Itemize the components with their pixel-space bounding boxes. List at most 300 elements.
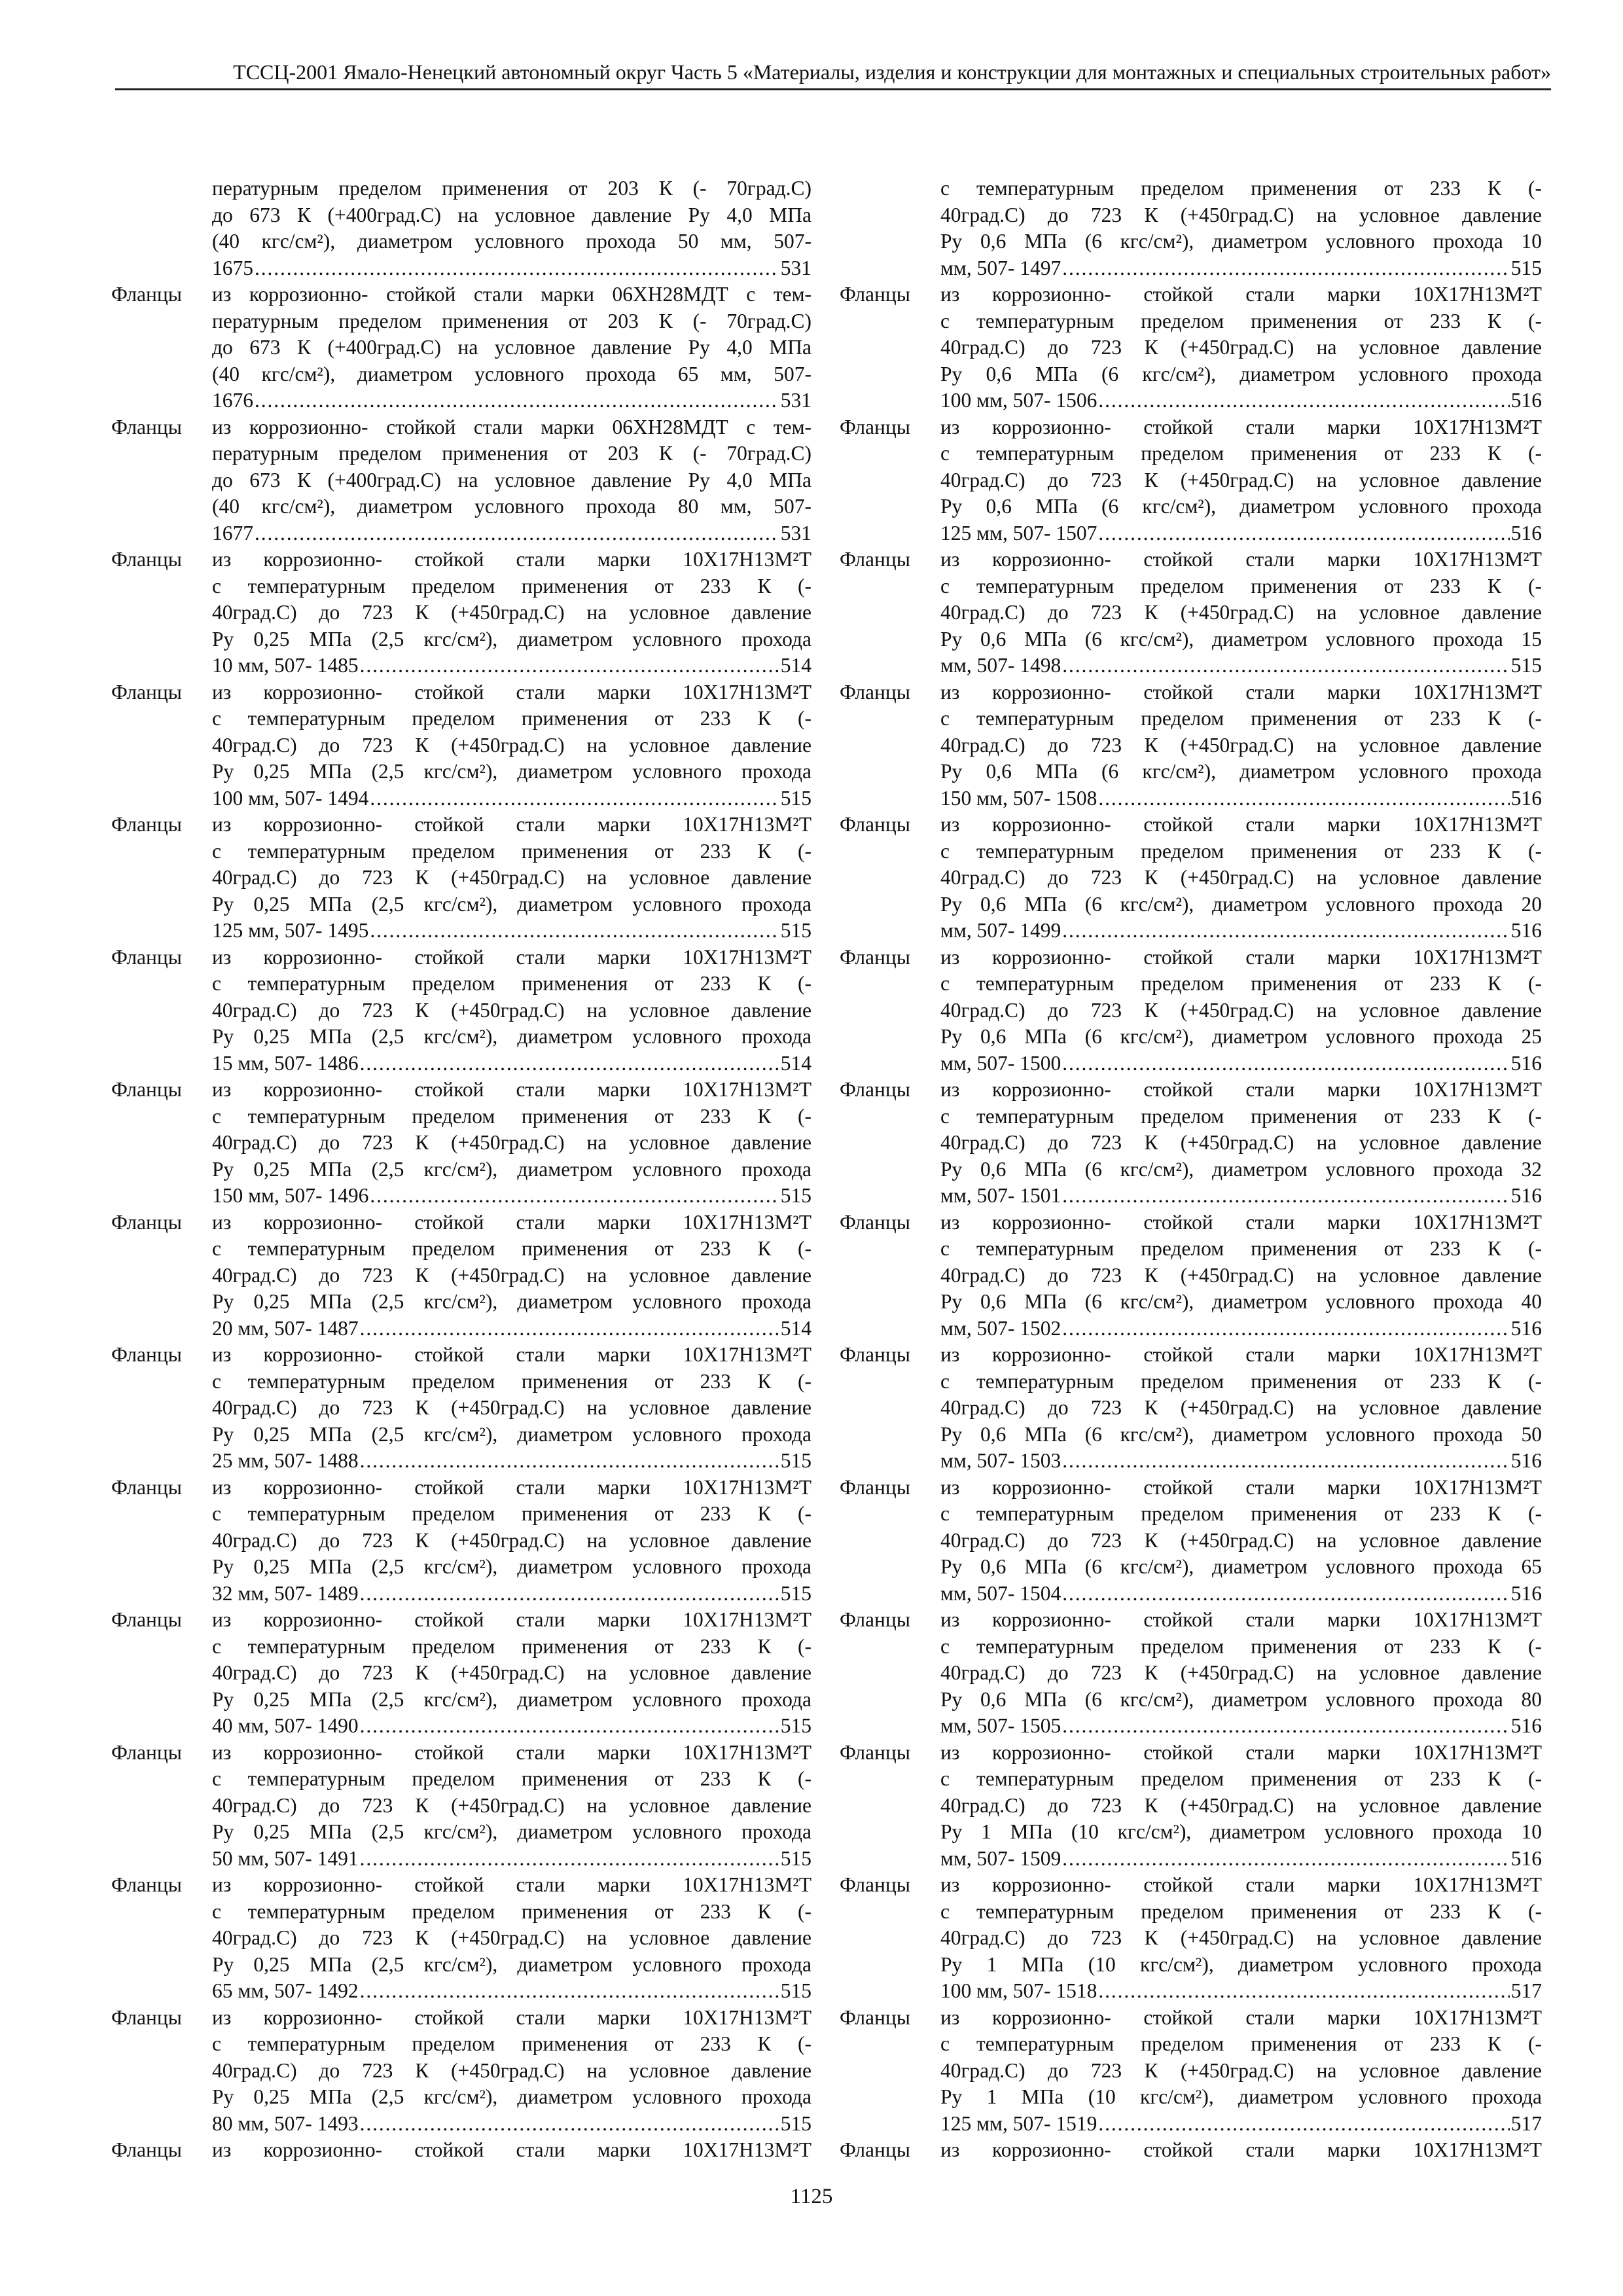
- entry-text: [212, 175, 812, 281]
- entry-line: из коррозионно- стойкой стали марки 10Х17Н13М²Т: [212, 1608, 812, 1631]
- entry-text: [212, 1077, 812, 1210]
- index-entry: [840, 281, 1542, 414]
- entry-text: [212, 1210, 812, 1342]
- entry-reference: мм, 507- 1505: [940, 1714, 1061, 1737]
- entry-line: 40град.С) до 723 К (+450град.С) на условное давление: [940, 601, 1542, 624]
- entry-lead-word: Фланцы: [840, 415, 910, 439]
- entry-text: [212, 1607, 812, 1740]
- entry-last-line: [940, 1448, 1542, 1475]
- entry-line: с температурным пределом применения от 233 К (-: [940, 1104, 1542, 1128]
- entry-line: 40град.С) до 723 К (+450град.С) на условное давление: [940, 468, 1542, 492]
- entry-line: из коррозионно- стойкой стали марки 10Х17Н13М²Т: [940, 1608, 1542, 1631]
- dot-leader: [360, 1713, 779, 1740]
- entry-text: [940, 547, 1542, 679]
- entry-page-number: 516: [1510, 1846, 1542, 1870]
- entry-line: из коррозионно- стойкой стали марки 10Х17Н13М²Т: [212, 813, 812, 836]
- dot-leader: [360, 1846, 779, 1873]
- entry-line: 40град.С) до 723 К (+450град.С) на условное давление: [940, 1661, 1542, 1684]
- index-entry: [111, 1607, 812, 1740]
- entry-line: 40град.С) до 723 К (+450град.С) на условное давление: [212, 1263, 812, 1287]
- entry-lead-word: Фланцы: [840, 1210, 910, 1234]
- dot-leader: [370, 1183, 779, 1210]
- entry-page-number: 515: [1510, 256, 1542, 279]
- entry-reference: 15 мм, 507- 1486: [212, 1051, 359, 1075]
- entry-line: из коррозионно- стойкой стали марки 10Х17Н13М²Т: [212, 1078, 812, 1101]
- entry-line: с температурным пределом применения от 233 К (-: [212, 707, 812, 730]
- entry-reference: 32 мм, 507- 1489: [212, 1581, 359, 1605]
- entry-line: из коррозионно- стойкой стали марки 10Х17Н13М²Т: [940, 415, 1542, 439]
- entry-line: Ру 0,6 МПа (6 кгс/см²), диаметром условного прохода 65: [940, 1555, 1542, 1578]
- entry-line: 40град.С) до 723 К (+450град.С) на условное давление: [212, 2058, 812, 2082]
- entry-reference: 20 мм, 507- 1487: [212, 1316, 359, 1340]
- entry-page-number: 516: [1510, 1184, 1542, 1207]
- dot-leader: [1062, 1713, 1510, 1740]
- entry-line: Ру 1 МПа (10 кгс/см²), диаметром условного прохода: [940, 1952, 1542, 1976]
- dot-leader: [1062, 653, 1510, 679]
- index-entry: [111, 1475, 812, 1607]
- entry-line: 40град.С) до 723 К (+450град.С) на условное давление: [212, 733, 812, 757]
- entry-reference: 150 мм, 507- 1496: [212, 1184, 369, 1207]
- entry-reference: 100 мм, 507- 1506: [940, 389, 1097, 412]
- dot-leader: [1098, 387, 1509, 414]
- dot-leader: [370, 918, 779, 944]
- entry-line: 40град.С) до 723 К (+450град.С) на условное давление: [940, 998, 1542, 1022]
- entry-text: [212, 812, 812, 944]
- entry-last-line: [212, 255, 812, 282]
- entry-reference: мм, 507- 1498: [940, 654, 1061, 677]
- entry-line: 40град.С) до 723 К (+450град.С) на условное давление: [212, 866, 812, 889]
- entry-line: Ру 1 МПа (10 кгс/см²), диаметром условного прохода 10: [940, 1820, 1542, 1843]
- entry-line: из коррозионно- стойкой стали марки 10Х17Н13М²Т: [212, 548, 812, 571]
- dot-leader: [1098, 1978, 1509, 2005]
- index-entry: [111, 1077, 812, 1210]
- entry-line: Ру 0,6 МПа (6 кгс/см²), диаметром условного прохода 10: [940, 230, 1542, 253]
- entry-line: с температурным пределом применения от 233 К (-: [212, 1104, 812, 1128]
- entry-text: [940, 944, 1542, 1077]
- index-entry: [840, 1607, 1542, 1740]
- entry-line: с температурным пределом применения от 233 К (-: [940, 707, 1542, 730]
- entry-last-line: [940, 1050, 1542, 1077]
- entry-line: (40 кгс/см²), диаметром условного прохода 50 мм, 507-: [212, 230, 812, 253]
- entry-page-number: 531: [780, 389, 812, 412]
- index-entry: [111, 414, 812, 547]
- entry-lead-word: Фланцы: [840, 680, 910, 704]
- entry-reference: 10 мм, 507- 1485: [212, 654, 359, 677]
- dot-leader: [1098, 785, 1509, 812]
- entry-last-line: [940, 653, 1542, 679]
- entry-last-line: [212, 1846, 812, 1873]
- entry-line: Ру 0,25 МПа (2,5 кгс/см²), диаметром условного прохода: [212, 892, 812, 916]
- entry-line: из коррозионно- стойкой стали марки 10Х17Н13М²Т: [212, 1210, 812, 1234]
- entry-line: из коррозионно- стойкой стали марки 10Х17Н13М²Т: [940, 1873, 1542, 1896]
- index-entry: [111, 1342, 812, 1475]
- entry-line: из коррозионно- стойкой стали марки 10Х17Н13М²Т: [212, 680, 812, 704]
- entry-last-line: [212, 2111, 812, 2138]
- entry-line: из коррозионно- стойкой стали марки 10Х17Н13М²Т: [212, 1475, 812, 1499]
- entry-last-line: [940, 1978, 1542, 2005]
- entry-last-line: [212, 1581, 812, 1607]
- entry-text: [212, 1342, 812, 1475]
- entry-text: [212, 281, 812, 414]
- entry-reference: 125 мм, 507- 1495: [212, 919, 369, 942]
- entry-line: 40град.С) до 723 К (+450град.С) на условное давление: [212, 1926, 812, 1949]
- index-entry: [111, 281, 812, 414]
- dot-leader: [360, 1050, 779, 1077]
- entry-line: пературным пределом применения от 203 К (- 70град.С): [212, 309, 812, 332]
- entry-line: пературным пределом применения от 203 К (- 70град.С): [212, 177, 812, 200]
- entry-line: 40град.С) до 723 К (+450град.С) на условное давление: [940, 336, 1542, 359]
- entry-line: 40град.С) до 723 К (+450град.С) на условное давление: [940, 733, 1542, 757]
- entry-reference: мм, 507- 1500: [940, 1051, 1061, 1075]
- entry-lead-word: Фланцы: [111, 1873, 182, 1896]
- entry-line: 40град.С) до 723 К (+450град.С) на условное давление: [212, 1131, 812, 1154]
- entry-line: из коррозионно- стойкой стали марки 10Х17Н13М²Т: [940, 1078, 1542, 1101]
- entry-lead-word: Фланцы: [111, 2005, 182, 2029]
- index-entry: [111, 2137, 812, 2164]
- entry-reference: из коррозионно- стойкой стали марки 10Х17Н13М²Т: [940, 2138, 1542, 2161]
- index-entry: [111, 1210, 812, 1342]
- entry-lead-word: Фланцы: [111, 548, 182, 571]
- entry-last-line: [940, 1713, 1542, 1740]
- entry-line: 40град.С) до 723 К (+450град.С) на условное давление: [940, 1793, 1542, 1817]
- dot-leader: [1062, 1316, 1510, 1342]
- entry-last-line: [212, 387, 812, 414]
- entry-line: 40град.С) до 723 К (+450град.С) на условное давление: [940, 1396, 1542, 1419]
- dot-leader: [370, 785, 779, 812]
- entry-last-line: [940, 918, 1542, 944]
- entry-reference: мм, 507- 1499: [940, 919, 1061, 942]
- entry-line: из коррозионно- стойкой стали марки 10Х17Н13М²Т: [940, 945, 1542, 969]
- entry-lead-word: Фланцы: [111, 415, 182, 439]
- index-entry: [840, 2005, 1542, 2138]
- entry-last-line: [212, 1183, 812, 1210]
- entry-line: из коррозионно- стойкой стали марки 10Х17Н13М²Т: [940, 680, 1542, 704]
- entry-line: до 673 К (+400град.С) на условное давление Ру 4,0 МПа: [212, 203, 812, 226]
- entry-reference: 100 мм, 507- 1494: [212, 786, 369, 810]
- entry-line: до 673 К (+400град.С) на условное давление Ру 4,0 МПа: [212, 336, 812, 359]
- entry-line: Ру 0,25 МПа (2,5 кгс/см²), диаметром условного прохода: [212, 2085, 812, 2108]
- entry-page-number: 515: [780, 1449, 812, 1472]
- entry-line: с температурным пределом применения от 233 К (-: [212, 574, 812, 598]
- entry-line: Ру 0,25 МПа (2,5 кгс/см²), диаметром условного прохода: [212, 1952, 812, 1976]
- entry-page-number: 531: [780, 256, 812, 279]
- entry-last-line: [212, 785, 812, 812]
- entry-line: с температурным пределом применения от 233 К (-: [212, 1767, 812, 1790]
- index-entry: [840, 944, 1542, 1077]
- entry-last-line: [940, 255, 1542, 282]
- entry-line: с температурным пределом применения от 233 К (-: [940, 1634, 1542, 1658]
- dot-leader: [1062, 1448, 1510, 1475]
- entry-last-line: [212, 918, 812, 944]
- entry-line: Ру 0,6 МПа (6 кгс/см²), диаметром условного прохода: [940, 495, 1542, 518]
- entry-text: [940, 812, 1542, 944]
- entry-text: [212, 2005, 812, 2138]
- dot-leader: [1062, 1581, 1510, 1607]
- entry-reference: 1676: [212, 389, 253, 412]
- entry-line: 40град.С) до 723 К (+450град.С) на условное давление: [212, 1661, 812, 1684]
- dot-leader: [360, 1978, 779, 2005]
- entry-lead-word: Фланцы: [840, 1740, 910, 1764]
- entry-text: [212, 1475, 812, 1607]
- entry-line: до 673 К (+400град.С) на условное давление Ру 4,0 МПа: [212, 468, 812, 492]
- entry-reference: 125 мм, 507- 1519: [940, 2111, 1097, 2135]
- entry-reference: 1677: [212, 521, 253, 545]
- entry-lead-word: Фланцы: [111, 813, 182, 836]
- entry-last-line: [940, 520, 1542, 547]
- entry-text: [940, 175, 1542, 281]
- entry-lead-word: Фланцы: [840, 1078, 910, 1101]
- entry-page-number: 515: [780, 1714, 812, 1737]
- entry-line: 40град.С) до 723 К (+450град.С) на условное давление: [212, 1793, 812, 1817]
- entry-line: из коррозионно- стойкой стали марки 10Х17Н13М²Т: [940, 283, 1542, 306]
- entry-line: Ру 0,25 МПа (2,5 кгс/см²), диаметром условного прохода: [212, 1555, 812, 1578]
- entry-text: [940, 1872, 1542, 2005]
- entry-reference: 50 мм, 507- 1491: [212, 1846, 359, 1870]
- entry-page-number: 516: [1510, 521, 1542, 545]
- index-entry: [840, 547, 1542, 679]
- entry-text: [940, 679, 1542, 812]
- entry-lead-word: Фланцы: [111, 283, 182, 306]
- entry-line: Ру 0,6 МПа (6 кгс/см²), диаметром условного прохода 32: [940, 1157, 1542, 1181]
- entry-lead-word: Фланцы: [111, 1343, 182, 1366]
- entry-line: 40град.С) до 723 К (+450град.С) на условное давление: [212, 1528, 812, 1552]
- entry-line: (40 кгс/см²), диаметром условного прохода 80 мм, 507-: [212, 495, 812, 518]
- entry-line: из коррозионно- стойкой стали марки 10Х17Н13М²Т: [940, 1343, 1542, 1366]
- entry-line: из коррозионно- стойкой стали марки 10Х17Н13М²Т: [212, 1740, 812, 1764]
- index-entry: [840, 679, 1542, 812]
- entry-line: 40град.С) до 723 К (+450град.С) на условное давление: [940, 1926, 1542, 1949]
- entry-reference: мм, 507- 1504: [940, 1581, 1061, 1605]
- index-entry: [111, 944, 812, 1077]
- entry-line: Ру 0,25 МПа (2,5 кгс/см²), диаметром условного прохода: [212, 1025, 812, 1048]
- entry-line: из коррозионно- стойкой стали марки 10Х17Н13М²Т: [940, 548, 1542, 571]
- entry-line: из коррозионно- стойкой стали марки 10Х17Н13М²Т: [212, 1873, 812, 1896]
- entry-text: [212, 2137, 812, 2164]
- index-entry: [111, 547, 812, 679]
- entry-text: [940, 1475, 1542, 1607]
- entry-reference: 1675: [212, 256, 253, 279]
- dot-leader: [1062, 255, 1510, 282]
- entry-line: с температурным пределом применения от 233 К (-: [212, 972, 812, 995]
- entry-page-number: 514: [780, 1051, 812, 1075]
- entry-line: Ру 0,25 МПа (2,5 кгс/см²), диаметром условного прохода: [212, 1422, 812, 1446]
- entry-lead-word: Фланцы: [840, 283, 910, 306]
- entry-page-number: 531: [780, 521, 812, 545]
- dot-leader: [1062, 1050, 1510, 1077]
- entry-line: Ру 0,25 МПа (2,5 кгс/см²), диаметром условного прохода: [212, 627, 812, 651]
- dot-leader: [1098, 520, 1509, 547]
- entry-last-line: [212, 2137, 812, 2164]
- index-entry: [111, 812, 812, 944]
- entry-page-number: 517: [1510, 1979, 1542, 2002]
- entry-line: с температурным пределом применения от 233 К (-: [940, 1899, 1542, 1923]
- entry-line: 40град.С) до 723 К (+450град.С) на условное давление: [212, 601, 812, 624]
- entry-line: с температурным пределом применения от 233 К (-: [940, 574, 1542, 598]
- entry-line: Ру 0,6 МПа (6 кгс/см²), диаметром условного прохода 50: [940, 1422, 1542, 1446]
- entry-line: 40град.С) до 723 К (+450град.С) на условное давление: [940, 1528, 1542, 1552]
- entry-lead-word: Фланцы: [840, 945, 910, 969]
- entry-page-number: 515: [780, 919, 812, 942]
- entry-page-number: 516: [1510, 1316, 1542, 1340]
- entry-text: [212, 679, 812, 812]
- dot-leader: [360, 1581, 779, 1607]
- entry-lead-word: Фланцы: [840, 2138, 910, 2161]
- entry-text: [940, 1607, 1542, 1740]
- index-entry: [840, 1872, 1542, 2005]
- entry-page-number: 514: [780, 654, 812, 677]
- index-entry: [840, 812, 1542, 944]
- entry-page-number: 515: [1510, 654, 1542, 677]
- entry-line: Ру 0,6 МПа (6 кгс/см²), диаметром условного прохода: [940, 362, 1542, 386]
- entry-text: [940, 414, 1542, 547]
- entry-lead-word: Фланцы: [111, 945, 182, 969]
- entry-reference: 125 мм, 507- 1507: [940, 521, 1097, 545]
- entry-text: [212, 944, 812, 1077]
- entry-text: [940, 1740, 1542, 1873]
- entry-last-line: [212, 1050, 812, 1077]
- entry-line: с температурным пределом применения от 233 К (-: [212, 1634, 812, 1658]
- entry-line: Ру 0,25 МПа (2,5 кгс/см²), диаметром условного прохода: [212, 1290, 812, 1313]
- entry-line: Ру 1 МПа (10 кгс/см²), диаметром условного прохода: [940, 2085, 1542, 2108]
- dot-leader: [1062, 918, 1510, 944]
- entry-page-number: 515: [780, 1184, 812, 1207]
- entry-line: с температурным пределом применения от 233 К (-: [212, 1899, 812, 1923]
- entry-line: Ру 0,6 МПа (6 кгс/см²), диаметром условного прохода 20: [940, 892, 1542, 916]
- entry-text: [940, 1210, 1542, 1342]
- entry-line: Ру 0,25 МПа (2,5 кгс/см²), диаметром условного прохода: [212, 1157, 812, 1181]
- entry-line: с температурным пределом применения от 233 К (-: [940, 839, 1542, 863]
- entry-lead-word: Фланцы: [111, 1740, 182, 1764]
- entry-page-number: 516: [1510, 919, 1542, 942]
- entry-line: из коррозионно- стойкой стали марки 06ХН28МДТ с тем-: [212, 415, 812, 439]
- entry-reference: мм, 507- 1502: [940, 1316, 1061, 1340]
- entry-line: 40град.С) до 723 К (+450град.С) на условное давление: [940, 1263, 1542, 1287]
- dot-leader: [255, 520, 779, 547]
- entry-lead-word: Фланцы: [111, 1078, 182, 1101]
- entry-reference: 80 мм, 507- 1493: [212, 2111, 359, 2135]
- entry-last-line: [940, 2111, 1542, 2138]
- index-entry: [111, 1872, 812, 2005]
- entry-line: из коррозионно- стойкой стали марки 10Х17Н13М²Т: [212, 2005, 812, 2029]
- entry-lead-word: Фланцы: [840, 1608, 910, 1631]
- entry-lead-word: Фланцы: [111, 2138, 182, 2161]
- entry-line: 40град.С) до 723 К (+450град.С) на условное давление: [940, 2058, 1542, 2082]
- entry-page-number: 516: [1510, 786, 1542, 810]
- entry-reference: 65 мм, 507- 1492: [212, 1979, 359, 2002]
- entry-lead-word: Фланцы: [840, 2005, 910, 2029]
- entry-lead-word: Фланцы: [111, 1608, 182, 1631]
- entry-last-line: [940, 1846, 1542, 1873]
- page-number: 1125: [790, 2185, 833, 2208]
- index-entry: [111, 1740, 812, 1873]
- entry-page-number: 516: [1510, 1449, 1542, 1472]
- dot-leader: [360, 653, 779, 679]
- entry-line: Ру 0,6 МПа (6 кгс/см²), диаметром условного прохода 40: [940, 1290, 1542, 1313]
- entry-line: 40град.С) до 723 К (+450град.С) на условное давление: [212, 998, 812, 1022]
- entry-lead-word: Фланцы: [840, 548, 910, 571]
- entry-line: из коррозионно- стойкой стали марки 10Х17Н13М²Т: [212, 945, 812, 969]
- entry-text: [940, 1077, 1542, 1210]
- index-entry: [840, 1342, 1542, 1475]
- index-entry: [840, 414, 1542, 547]
- entry-lead-word: Фланцы: [840, 1873, 910, 1896]
- entry-reference: мм, 507- 1509: [940, 1846, 1061, 1870]
- entry-text: [212, 1872, 812, 2005]
- dot-leader: [1062, 1183, 1510, 1210]
- dot-leader: [255, 387, 779, 414]
- entry-text: [212, 547, 812, 679]
- entry-line: 40град.С) до 723 К (+450град.С) на условное давление: [940, 1131, 1542, 1154]
- index-entry: [111, 679, 812, 812]
- entry-page-number: 515: [780, 1581, 812, 1605]
- entry-text: [940, 2137, 1542, 2164]
- entry-line: с температурным пределом применения от 233 К (-: [940, 1502, 1542, 1525]
- entry-text: [212, 414, 812, 547]
- index-entry: [111, 2005, 812, 2138]
- entry-lead-word: Фланцы: [840, 1475, 910, 1499]
- index-entry: [840, 175, 1542, 281]
- entry-reference: мм, 507- 1501: [940, 1184, 1061, 1207]
- entry-line: из коррозионно- стойкой стали марки 10Х17Н13М²Т: [212, 1343, 812, 1366]
- entry-line: с температурным пределом применения от 233 К (-: [212, 1369, 812, 1393]
- entry-line: Ру 0,6 МПа (6 кгс/см²), диаметром условного прохода 25: [940, 1025, 1542, 1048]
- entry-last-line: [940, 387, 1542, 414]
- dot-leader: [1098, 2111, 1509, 2138]
- entry-page-number: 517: [1510, 2111, 1542, 2135]
- entry-line: с температурным пределом применения от 233 К (-: [940, 177, 1542, 200]
- entry-reference: 25 мм, 507- 1488: [212, 1449, 359, 1472]
- entry-lead-word: Фланцы: [111, 1475, 182, 1499]
- running-header: ТССЦ-2001 Ямало-Ненецкий автономный округ Часть 5 «Материалы, изделия и конструкции для монтажных и специальных строительных работ»: [115, 60, 1551, 90]
- entry-reference: из коррозионно- стойкой стали марки 10Х17Н13М²Т: [212, 2138, 812, 2161]
- dot-leader: [255, 255, 779, 282]
- entry-line: Ру 0,6 МПа (6 кгс/см²), диаметром условного прохода: [940, 760, 1542, 783]
- entry-line: с температурным пределом применения от 233 К (-: [940, 1237, 1542, 1260]
- entry-page-number: 515: [780, 1979, 812, 2002]
- entry-page-number: 516: [1510, 1051, 1542, 1075]
- entry-line: Ру 0,6 МПа (6 кгс/см²), диаметром условного прохода 15: [940, 627, 1542, 651]
- index-entry: [111, 175, 812, 281]
- dot-leader: [1062, 1846, 1510, 1873]
- entry-line: из коррозионно- стойкой стали марки 10Х17Н13М²Т: [940, 1475, 1542, 1499]
- dot-leader: [360, 1448, 779, 1475]
- index-column-right: [840, 175, 1542, 2164]
- entry-last-line: [212, 653, 812, 679]
- entry-line: 40град.С) до 723 К (+450град.С) на условное давление: [212, 1396, 812, 1419]
- entry-line: с температурным пределом применения от 233 К (-: [212, 2032, 812, 2055]
- entry-last-line: [940, 1183, 1542, 1210]
- entry-reference: 100 мм, 507- 1518: [940, 1979, 1097, 2002]
- entry-text: [940, 2005, 1542, 2138]
- entry-last-line: [212, 1448, 812, 1475]
- entry-line: 40град.С) до 723 К (+450град.С) на условное давление: [940, 866, 1542, 889]
- entry-line: из коррозионно- стойкой стали марки 10Х17Н13М²Т: [940, 1740, 1542, 1764]
- entry-reference: 40 мм, 507- 1490: [212, 1714, 359, 1737]
- dot-leader: [360, 1316, 779, 1342]
- entry-line: с температурным пределом применения от 233 К (-: [940, 972, 1542, 995]
- index-entry: [840, 2137, 1542, 2164]
- index-entry: [840, 1077, 1542, 1210]
- entry-line: из коррозионно- стойкой стали марки 06ХН28МДТ с тем-: [212, 283, 812, 306]
- index-entry: [840, 1740, 1542, 1873]
- entry-page-number: 516: [1510, 389, 1542, 412]
- entry-line: с температурным пределом применения от 233 К (-: [212, 839, 812, 863]
- entry-line: с температурным пределом применения от 233 К (-: [212, 1502, 812, 1525]
- entry-page-number: 514: [780, 1316, 812, 1340]
- entry-last-line: [940, 1581, 1542, 1607]
- entry-reference: 150 мм, 507- 1508: [940, 786, 1097, 810]
- entry-line: с температурным пределом применения от 233 К (-: [940, 2032, 1542, 2055]
